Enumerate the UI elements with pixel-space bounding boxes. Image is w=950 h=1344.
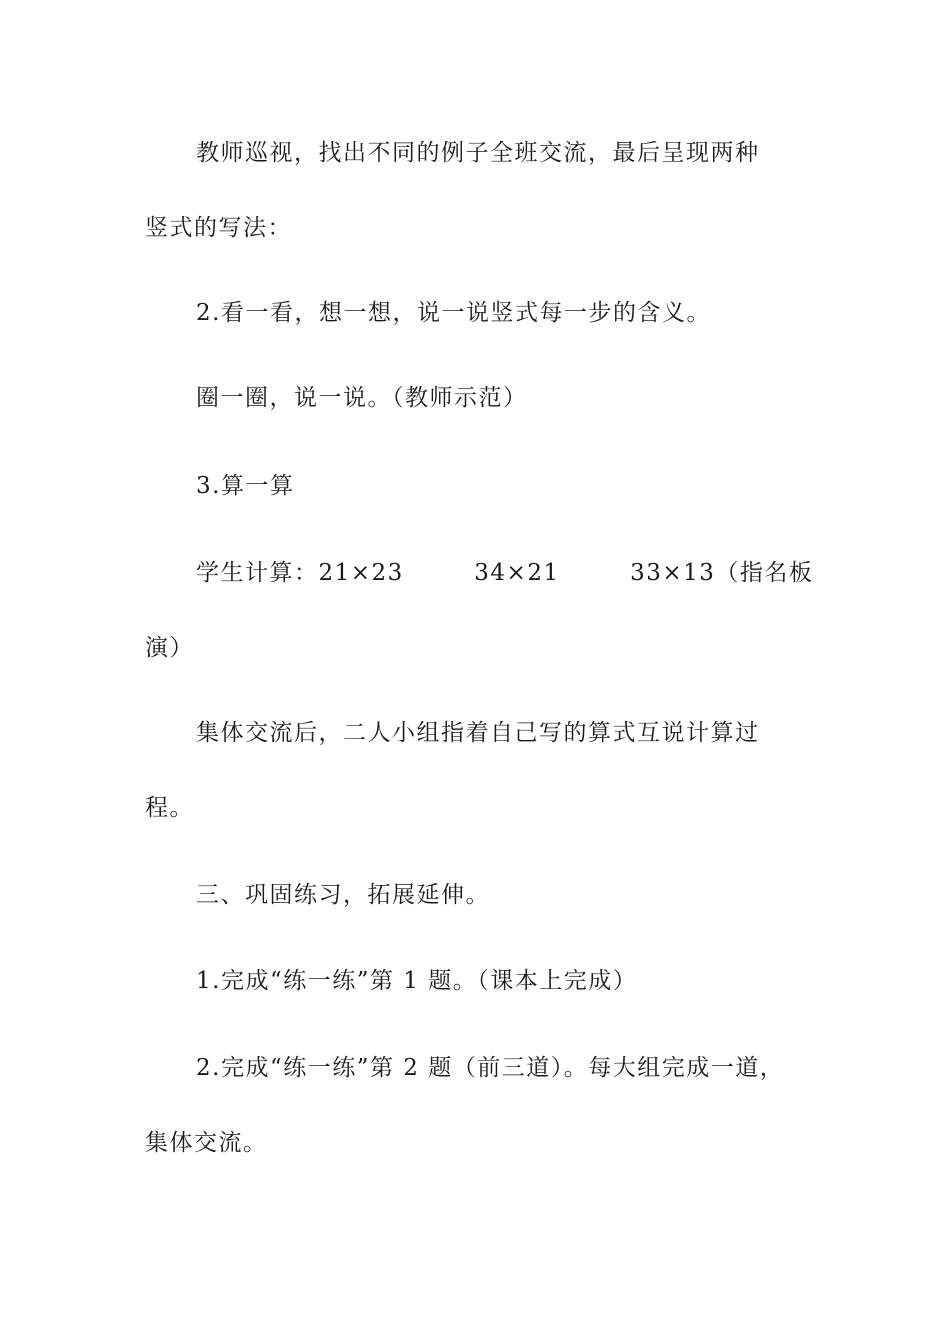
paragraph-line-6: 学生计算：21×23 34×21 33×13（指名板 bbox=[196, 560, 814, 586]
paragraph-line-3: 2.看一看，想一想，说一说竖式每一步的含义。 bbox=[196, 300, 711, 326]
paragraph-line-2: 竖式的写法： bbox=[145, 215, 292, 241]
paragraph-line-1: 教师巡视，找出不同的例子全班交流，最后呈现两种 bbox=[196, 140, 760, 166]
paragraph-line-8: 集体交流后，二人小组指着自己写的算式互说计算过 bbox=[196, 720, 760, 746]
paragraph-line-12: 2.完成“练一练”第 2 题（前三道）。每大组完成一道， bbox=[196, 1055, 785, 1081]
paragraph-line-13: 集体交流。 bbox=[145, 1130, 268, 1156]
paragraph-line-9: 程。 bbox=[145, 795, 194, 821]
paragraph-line-4: 圈一圈，说一说。（教师示范） bbox=[196, 385, 528, 411]
paragraph-line-10: 三、巩固练习，拓展延伸。 bbox=[196, 882, 490, 908]
paragraph-line-7: 演） bbox=[145, 635, 194, 661]
paragraph-line-5: 3.算一算 bbox=[196, 473, 295, 499]
paragraph-line-11: 1.完成“练一练”第 1 题。（课本上完成） bbox=[196, 968, 638, 994]
